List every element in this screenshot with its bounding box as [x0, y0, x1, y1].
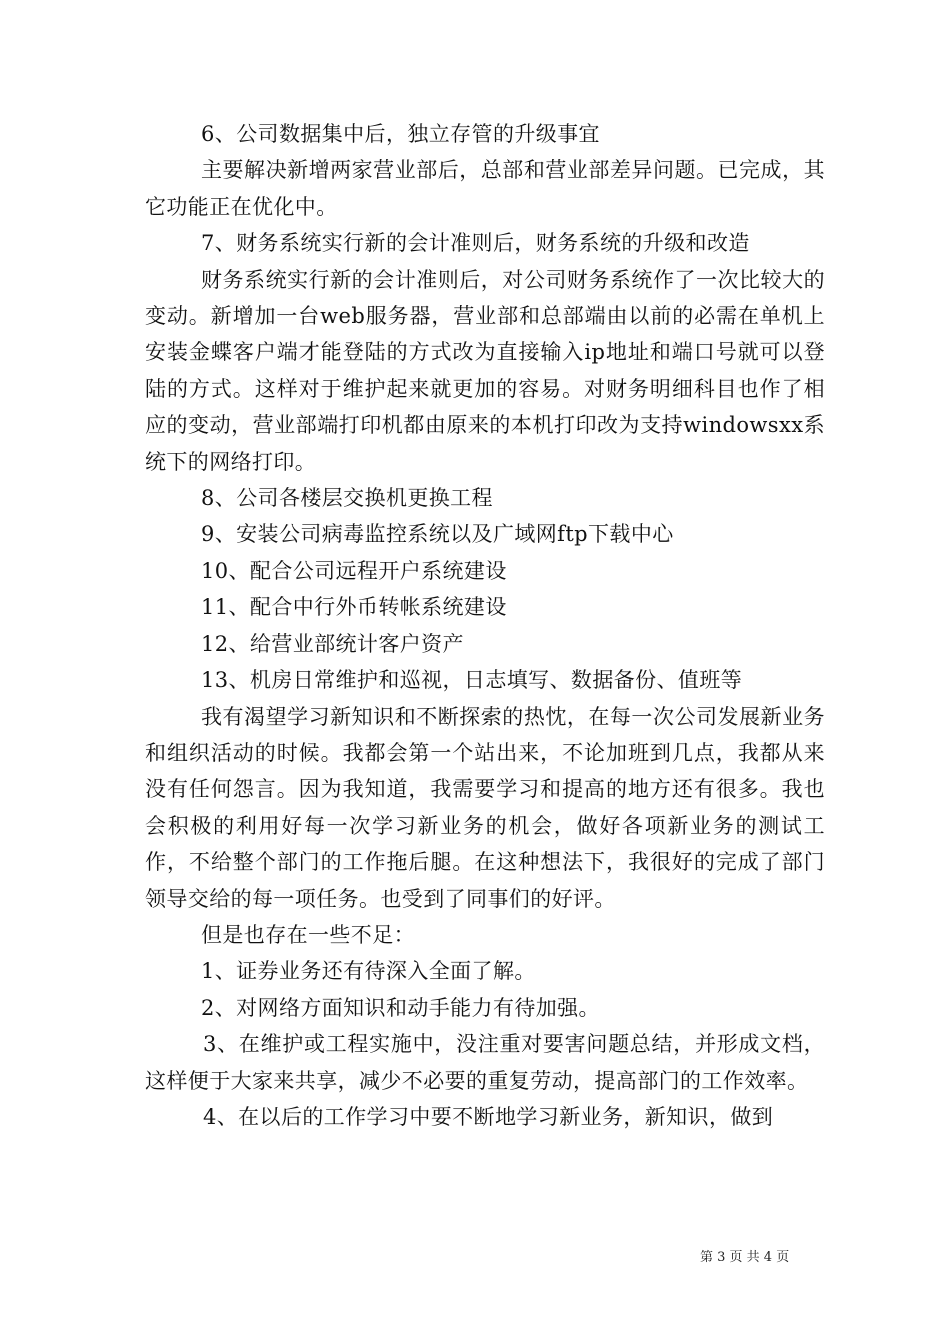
self-assessment-paragraph: 我有渴望学习新知识和不断探索的热忱，在每一次公司发展新业务和组织活动的时候。我都会第一个站出来，不论加班到几点，我都从来没有任何怨言。因为我知道，我需要学习和提高的地方还有很多。我也会积极的利用好每一次学习新业务的机会，做好各项新业务的测试工作，不给整个部门的工作拖后腿。在这种想法下，我很好的完成了部门领导交给的每一项任务。也受到了同事们的好评。	[145, 704, 825, 911]
item-6-heading: 6、公司数据集中后，独立存管的升级事宜	[201, 122, 600, 146]
item-7-body: 财务系统实行新的会计准则后，对公司财务系统作了一次比较大的变动。新增加一台web服务器，营业部和总部端由以前的必需在单机上安装金蝶客户端才能登陆的方式改为直接输入ip地址和端口号就可以登陆的方式。这样对于维护起来就更加的容易。对财务明细科目也作了相应的变动，营业部端打印机都由原来的本机打印改为支持windowsxx系统下的网络打印。	[145, 267, 825, 474]
shortcomings-heading: 但是也存在一些不足：	[201, 922, 415, 947]
item-13: 13、机房日常维护和巡视，日志填写、数据备份、值班等	[201, 668, 743, 693]
item-9: 9、安装公司病毒监控系统以及广域网ftp下载中心	[201, 522, 674, 547]
item-8: 8、公司各楼层交换机更换工程	[201, 486, 493, 511]
item-10: 10、配合公司远程开户系统建设	[201, 558, 507, 583]
document-body	[145, 116, 825, 1135]
shortcoming-2: 2、对网络方面知识和动手能力有待加强。	[201, 995, 600, 1020]
shortcoming-4: 4、在以后的工作学习中要不断地学习新业务，新知识，做到	[203, 1104, 774, 1129]
item-11: 11、配合中行外币转帐系统建设	[201, 595, 507, 620]
shortcoming-3: 3、在维护或工程实施中，没注重对要害问题总结，并形成文档，这样便于大家来共享，减少不必要的重复劳动，提高部门的工作效率。	[145, 1032, 825, 1093]
page-number-footer: 第 3 页 共 4 页	[700, 1250, 790, 1265]
item-7-heading: 7、财务系统实行新的会计准则后，财务系统的升级和改造	[201, 231, 750, 256]
item-6-body: 主要解决新增两家营业部后，总部和营业部差异问题。已完成，其它功能正在优化中。	[145, 158, 825, 219]
shortcoming-1: 1、证券业务还有待深入全面了解。	[201, 959, 536, 984]
item-12: 12、给营业部统计客户资产	[201, 631, 464, 656]
